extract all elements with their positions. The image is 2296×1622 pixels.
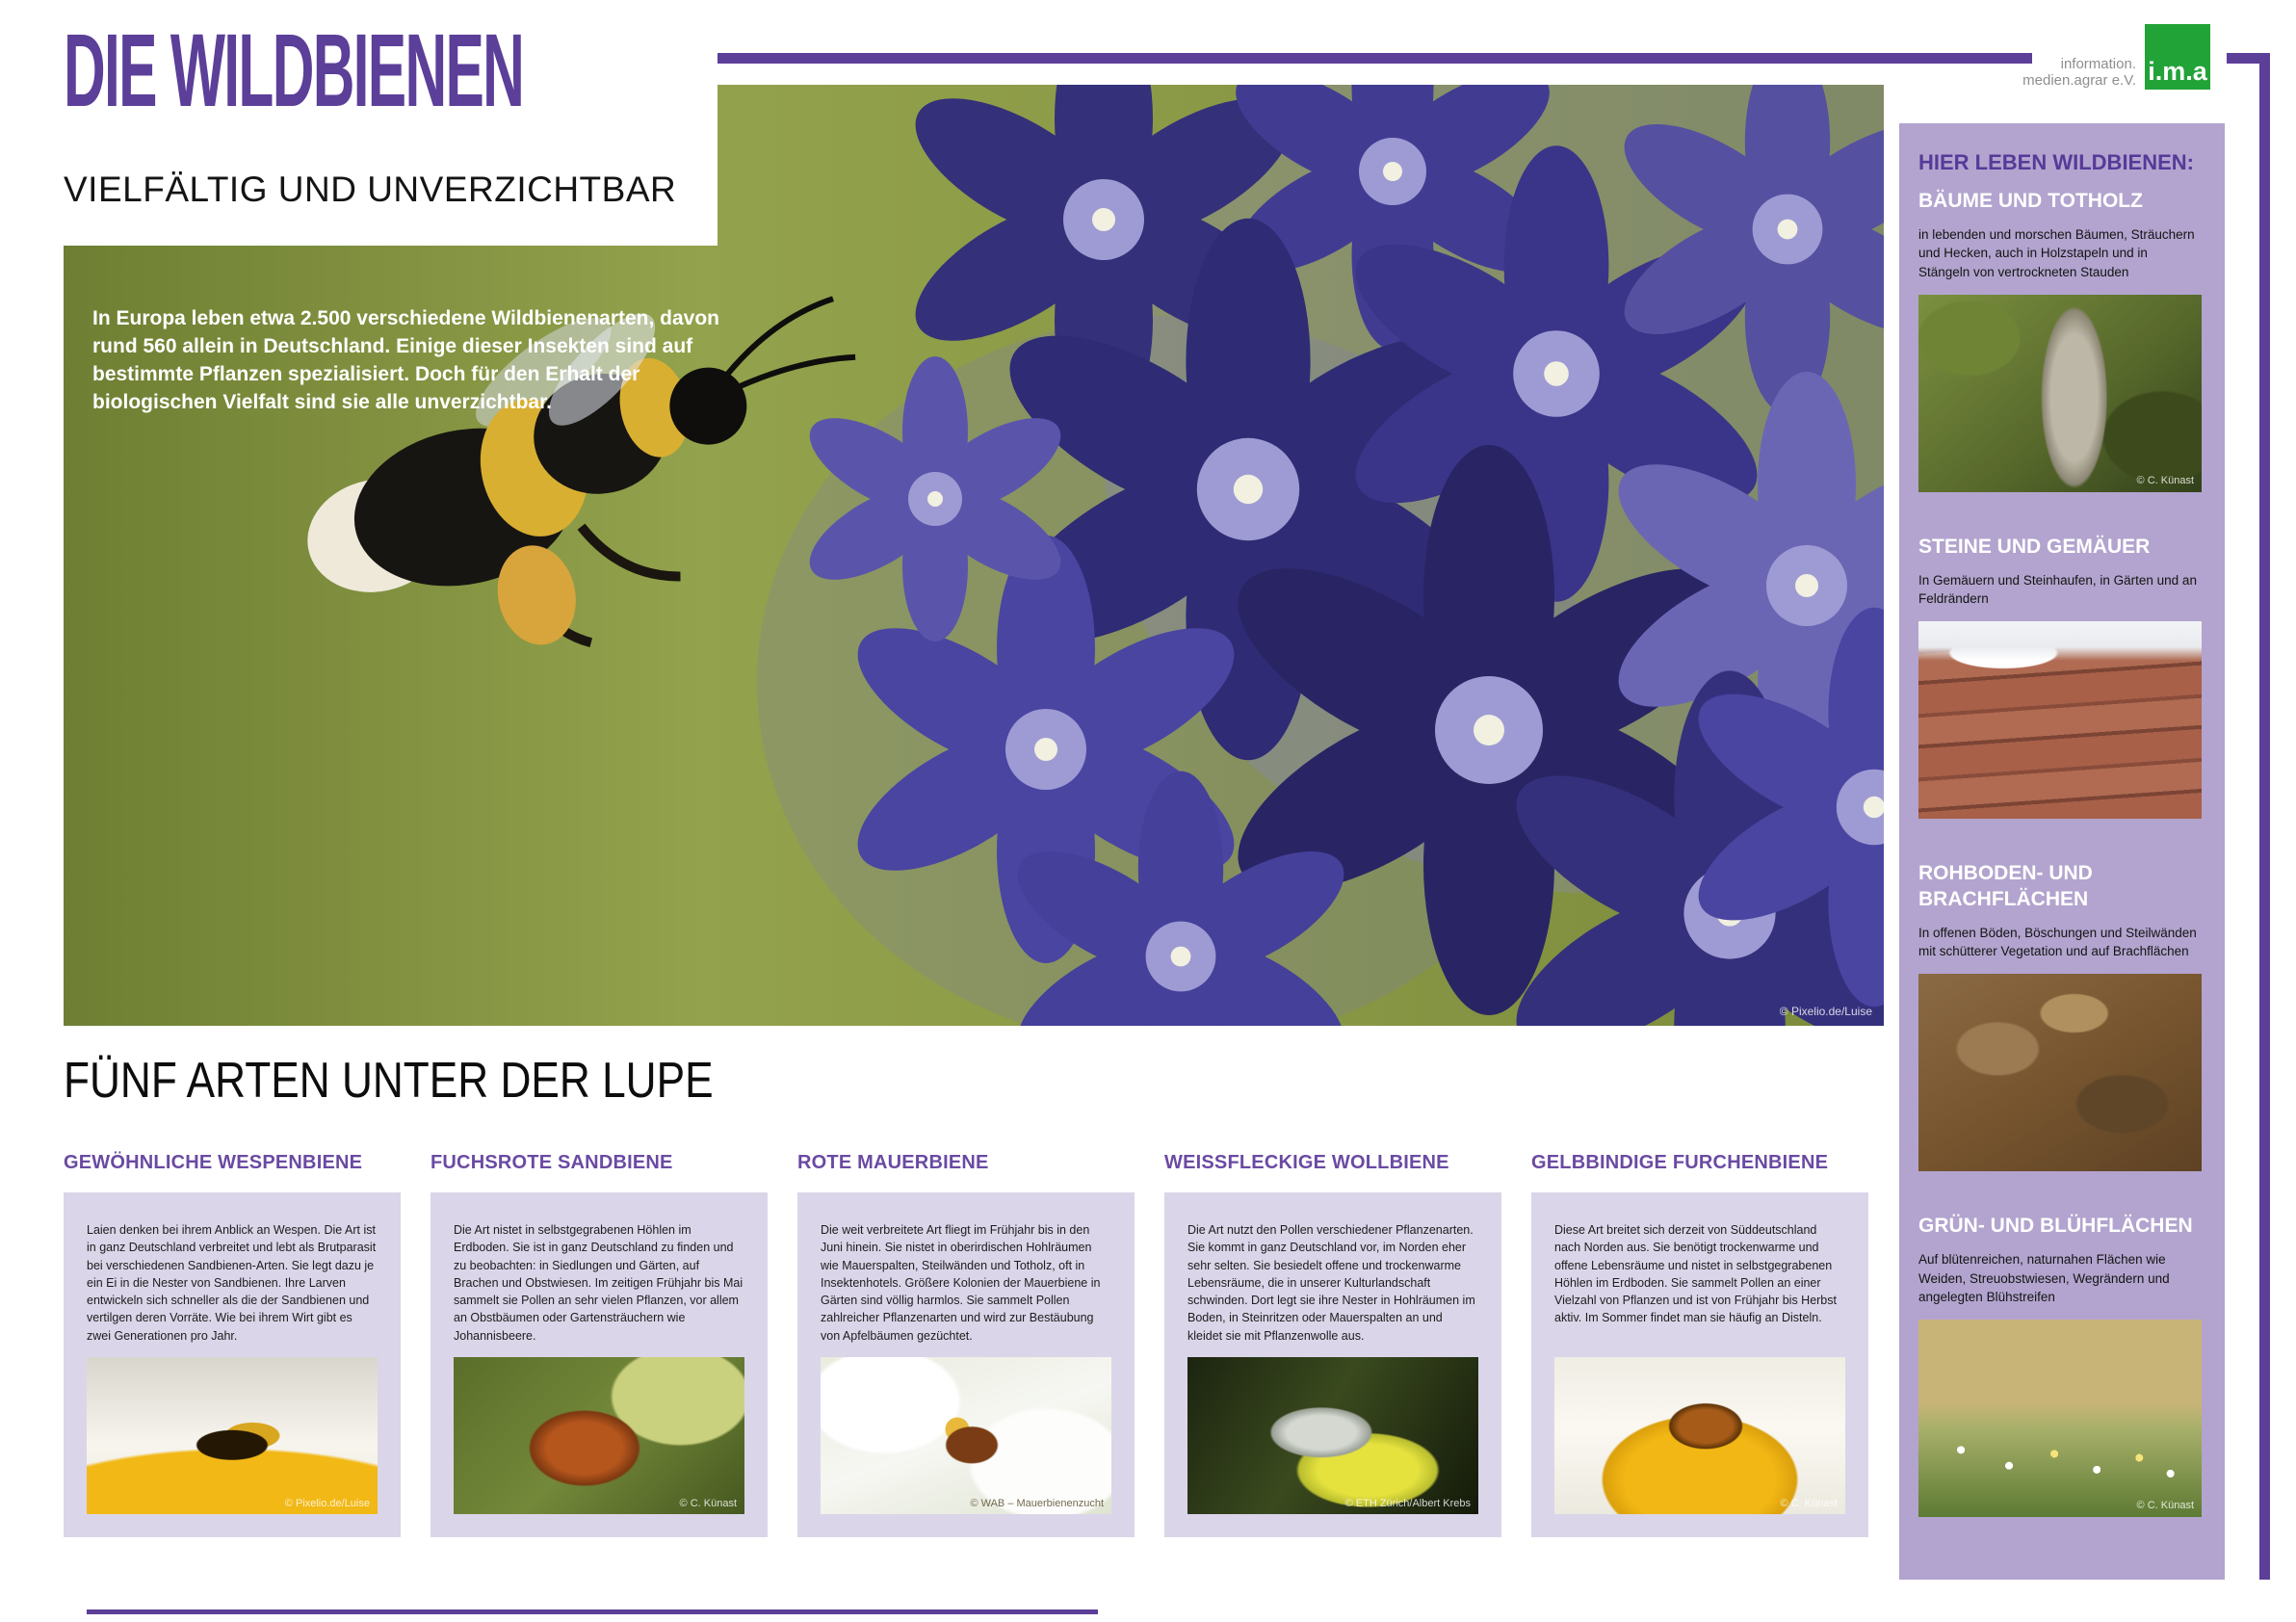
photo-credit: © C. Künast bbox=[2136, 474, 2194, 486]
wollbiene-photo bbox=[1187, 1357, 1478, 1514]
wiese-photo bbox=[1918, 1320, 2202, 1517]
species-card bbox=[797, 1192, 1135, 1537]
hero-intro-paragraph: In Europa leben etwa 2.500 verschiedene Wildbienenarten, davon rund 560 allein in Deutschland. Einige dieser Insekten sind auf bestimmte Pflanzen spezialisiert. Doch für den Erhalt der biologischen Vielfalt sind sie alle unverzichtbar. bbox=[92, 307, 720, 413]
hero-photo-credit: © Pixelio.de/Luise bbox=[1779, 1005, 1872, 1018]
habitats-sidebar bbox=[1899, 123, 2225, 1580]
species-column-sandbiene bbox=[430, 1152, 768, 1537]
habitat-section-steine bbox=[1918, 535, 2202, 820]
species-card bbox=[1531, 1192, 1868, 1537]
habitat-text: In Gemäuern und Steinhaufen, in Gärten und an Feldrändern bbox=[1918, 572, 2197, 607]
habitat-title: BÄUME UND TOTHOLZ bbox=[1918, 190, 2143, 212]
wespenbiene-photo bbox=[87, 1357, 378, 1514]
habitat-title: STEINE UND GEMÄUER bbox=[1918, 535, 2151, 558]
photo-credit: © WAB – Mauerbienenzucht bbox=[970, 1498, 1104, 1509]
habitat-section-totholz bbox=[1918, 189, 2202, 492]
species-column-furchenbiene bbox=[1531, 1152, 1868, 1537]
species-column-mauerbiene bbox=[797, 1152, 1135, 1537]
species-name: GEWÖHNLICHE WESPENBIENE bbox=[64, 1152, 363, 1173]
ima-logo bbox=[2145, 24, 2210, 90]
species-column-wollbiene bbox=[1164, 1152, 1501, 1537]
steine-photo bbox=[1918, 621, 2202, 819]
habitat-title: GRÜN- UND BLÜHFLÄCHEN bbox=[1918, 1215, 2193, 1238]
species-card bbox=[430, 1192, 768, 1537]
photo-credit: © C. Künast bbox=[2136, 1499, 2194, 1511]
species-name: FUCHSROTE SANDBIENE bbox=[430, 1152, 673, 1173]
corner-bracket-vertical bbox=[2259, 53, 2270, 1580]
species-name: ROTE MAUERBIENE bbox=[797, 1152, 989, 1173]
rohboden-photo bbox=[1918, 974, 2202, 1171]
species-section-title: FÜNF ARTEN UNTER DER LUPE bbox=[64, 1053, 714, 1109]
species-list bbox=[64, 1152, 1884, 1537]
ima-logo-mark: i.m.a bbox=[2148, 57, 2207, 86]
habitat-text: Auf blütenreichen, naturnahen Flächen wie Weiden, Streuobstwiesen, Wegrändern und angelegten Blühstreifen bbox=[1918, 1252, 2170, 1304]
mauerbiene-photo bbox=[821, 1357, 1111, 1514]
habitat-text: in lebenden und morschen Bäumen, Sträuchern und Hecken, auch in Holzstapeln und in Stängeln von vertrockneten Stauden bbox=[1918, 227, 2195, 279]
species-text: Die weit verbreitete Art fliegt im Frühjahr bis in den Juni hinein. Sie nistet in oberirdischen Hohlräumen wie Mauerspalten, Steilwänden und Totholz, oft in Insektenhotels. Größere Kolonien der Mauerbiene in Gärten sind völlig harmlos. Sie sammelt Pollen zahlreicher Pflanzenarten und wird zur Bestäubung von Apfelbäumen gezüchtet. bbox=[821, 1223, 1101, 1343]
sandbiene-photo bbox=[454, 1357, 744, 1514]
furchenbiene-photo bbox=[1554, 1357, 1845, 1514]
photo-credit: © C. Künast bbox=[679, 1498, 737, 1509]
species-column-wespenbiene bbox=[64, 1152, 401, 1537]
species-text: Laien denken bei ihrem Anblick an Wespen. Die Art ist in ganz Deutschland verbreitet und lebt als Brutparasit bei verschiedenen Sandbienen-Arten. Sie legt dazu je ein Ei in die Nester von Sandbienen. Ihre Larven entwickeln sich schneller als die der Sandbienen und vertilgen deren Vorräte. Wie bei ihrem Wirt gibt es zwei Generationen pro Jahr. bbox=[87, 1223, 377, 1343]
masthead bbox=[0, 0, 718, 246]
species-name: WEISSFLECKIGE WOLLBIENE bbox=[1164, 1152, 1449, 1173]
ima-logo-line2: medien.agrar e.V. bbox=[2022, 72, 2136, 90]
bottom-rule bbox=[87, 1609, 1098, 1614]
habitat-title: ROHBODEN- UND BRACHFLÄCHEN bbox=[1918, 862, 2093, 910]
species-text: Die Art nistet in selbstgegrabenen Höhlen im Erdboden. Sie ist in ganz Deutschland zu finden und zu beobachten: in Siedlungen und Gärten, auf Brachen und Obstwiesen. Im zeitigen Frühjahr bis Mai sammelt sie Pollen an sehr vielen Pflanzen, vor allem an Obstbäumen oder Gartensträuchern wie Johannisbeere. bbox=[454, 1223, 744, 1343]
page-subtitle: VIELFÄLTIG UND UNVERZICHTBAR bbox=[64, 170, 677, 209]
photo-credit: © C. Künast bbox=[1780, 1498, 1838, 1509]
sidebar-title: HIER LEBEN WILDBIENEN: bbox=[1918, 150, 2194, 174]
species-card bbox=[64, 1192, 401, 1537]
totholz-photo bbox=[1918, 295, 2202, 492]
ima-logo-line1: information. bbox=[2060, 56, 2136, 72]
photo-credit: © Pixelio.de/Luise bbox=[284, 1498, 370, 1509]
photo-credit: © ETH Zürich/Albert Krebs bbox=[1344, 1498, 1471, 1509]
species-text: Die Art nutzt den Pollen verschiedener Pflanzenarten. Sie kommt in ganz Deutschland vor, im Norden eher sehr selten. Sie besiedelt offene und trockenwarme Lebensräume, die in unserer Kulturlandschaft schwinden. Dort legt sie ihre Nester in Hohlräumen im Boden, in Steinritzen oder Mauerspalten an und kleidet sie mit Pflanzenwolle aus. bbox=[1187, 1223, 1475, 1343]
species-card bbox=[1164, 1192, 1501, 1537]
habitat-section-rohboden bbox=[1918, 861, 2202, 1171]
top-rule bbox=[718, 53, 2032, 64]
habitat-section-bluehflaechen bbox=[1918, 1214, 2202, 1517]
species-name: GELBBINDIGE FURCHENBIENE bbox=[1531, 1152, 1829, 1173]
ima-logo-text bbox=[1955, 56, 2136, 90]
habitat-text: In offenen Böden, Böschungen und Steilwänden mit schütterer Vegetation und auf Brachflächen bbox=[1918, 925, 2197, 958]
species-text: Diese Art breitet sich derzeit von Süddeutschland nach Norden aus. Sie benötigt trockenwarme und offene Lebensräume und nistet in selbstgegrabenen Höhlen im Erdboden. Sie sammelt Pollen an einer Vielzahl von Pflanzen und ist von Frühjahr bis Herbst aktiv. Im Sommer findet man sie häufig an Disteln. bbox=[1554, 1223, 1837, 1325]
page-title: DIE WILDBIENEN bbox=[64, 12, 524, 128]
